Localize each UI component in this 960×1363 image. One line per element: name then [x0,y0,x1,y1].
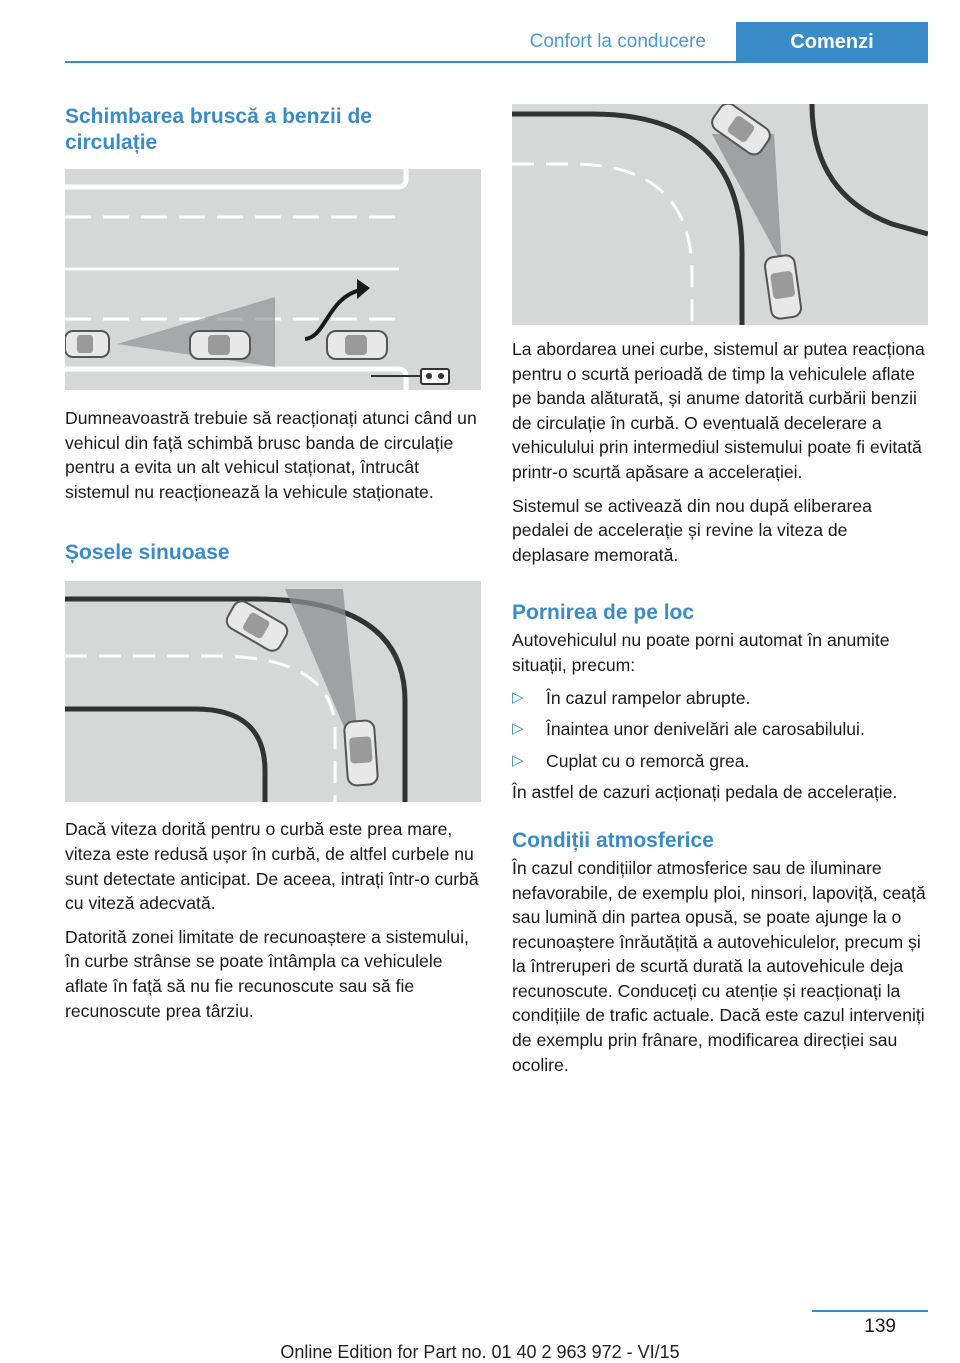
page-number: 139 [864,1316,896,1337]
paragraph-weather: În cazul condițiilor atmosferice sau de iluminare nefavorabile, de exemplu ploi, ninsori, lapoviță, ceață sau lumină din partea opusă, se poate ajunge la o recunoaștere înrăutățită a autovehiculelor, precum și la întreruperi de scurtă durată la autovehicule deja recunoscute. Conduceți cu atenție și reacționați la condițiile de trafic actuale. Dacă este cazul interveniți de exemplu prin frânare, modificarea direcției sau ocolire. [512,857,926,1075]
page-header [0,22,960,62]
heading-starting-off: Pornirea de pe loc [512,601,695,625]
paragraph-starting-off: Autovehiculul nu poate porni automat în anumite situații, precum: [512,630,890,675]
chapter-tab[interactable]: Comenzi [736,22,928,62]
situations-list [512,686,928,774]
right-column [512,104,928,1077]
paragraph-adjacent-lane: La abordarea unei curbe, sistemul ar putea reacționa pentru o scurtă perioadă de timp la vehiculele aflate pe banda alăturată, și anume datorită curbării benzii de circulație în curbă. O eventuală decelerare a vehiculului prin intermediul sistemului poate fi evitată printr-o scurtă apăsare a accelerației. [512,339,925,482]
page-footer [0,1310,960,1360]
paragraph-curve-speed: Dacă viteza dorită pentru o curbă este prea mare, viteza este redusă ușor în curbă, de altfel curbele nu sunt detectate anticipat. De aceea, intrați într-o curbă cu viteză adecvată. [65,819,479,914]
heading-weather-conditions: Condiții atmosferice [512,828,714,852]
header-divider [65,61,928,63]
car-rear [65,331,109,357]
paragraph-reactivation: Sistemul se activează din nou după eliberarea pedalei de accelerație și revine la viteza de deplasare memorată. [512,495,872,565]
left-column [65,104,481,1023]
list-item: ▷ Cuplat cu o remorcă grea. [512,749,928,774]
winding-road-illustration [65,581,481,802]
heading-winding-roads: Șosele sinuoase [65,541,230,565]
paragraph-lane-change: Dumneavoastră trebuie să reacționați atunci când un vehicul din față schimbă brusc banda de circulație pentru a evita un alt vehicul staționat, întrucât sistemul nu reacționează la vehicule staționate. [65,408,477,502]
triangle-bullet-icon: ▷ [512,751,524,769]
edition-note: Online Edition for Part no. 01 40 2 963 972 - VI/15 [280,1342,680,1362]
curve-adjacent-lane-illustration [512,104,928,325]
list-item: ▷ În cazul rampelor abrupte. [512,686,928,711]
heading-lane-change: Schimbarea bruscă a benzii de circulație [65,105,372,154]
car-middle [190,331,250,359]
car-front [327,331,387,359]
list-item: ▷ Înaintea unor denivelări ale carosabilului. [512,717,928,742]
car-curve [344,720,378,786]
triangle-bullet-icon: ▷ [512,720,524,738]
lane-change-illustration [65,169,481,390]
footer-divider [812,1310,928,1312]
triangle-bullet-icon: ▷ [512,688,524,706]
section-tab[interactable]: Confort la conducere [529,31,706,52]
paragraph-accelerator: În astfel de cazuri acționați pedala de accelerație. [512,782,898,803]
paragraph-detection-zone: Datorită zonei limitate de recunoaștere a sistemului, în curbe strânse se poate întâmpla ca vehiculele aflate în față să nu fie recunoscute sau să fie recunoscute prea târziu. [65,926,469,1021]
